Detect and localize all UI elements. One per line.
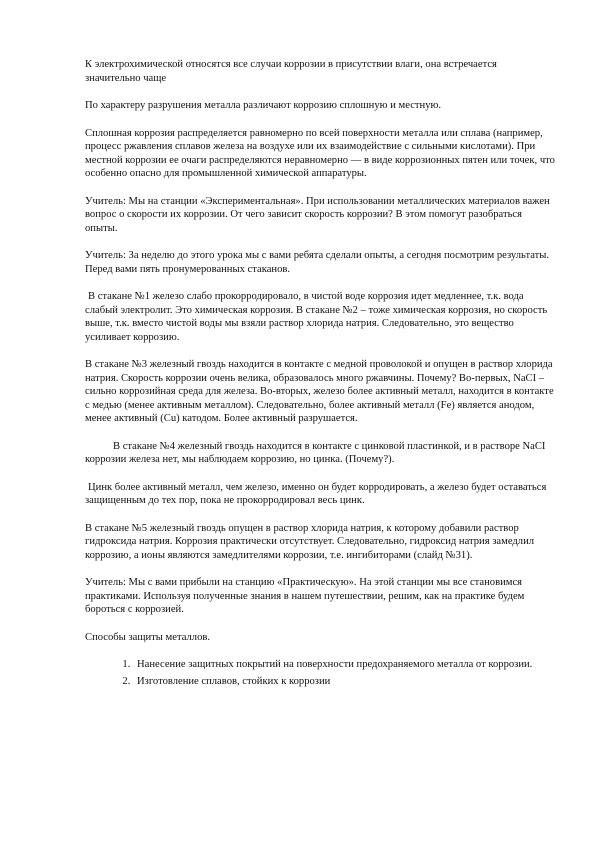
protection-methods-list [85,658,555,688]
paragraph-electrochemical-corrosion: К электрохимической относятся все случаи коррозии в присутствии влаги, она встречается значительно чаще [85,59,497,84]
list-item: 2. Изготовление сплавов, стойких к коррозии [133,675,555,689]
paragraph-beaker-4: В стакане №4 железный гвоздь находится в контакте с цинковой пластинкой, и в растворе NaCI коррозии железа нет, мы наблюдаем коррозию, но цинка. (Почему?). [85,440,546,465]
paragraph-beaker-3: В стакане №3 железный гвоздь находится в контакте с медной проволокой и опущен в раствор хлорида натрия. Скорость коррозии очень велика, образовалось много ржавчины. Почему? Во-первых, NaCI – сильно коррозийная среда для железа. Во-вторых, железо более активный металл, находится в контакте с медью (менее активным металлом). Следовательно, более активный металл (Fe) является анодом, менее активный (Cu) катодом. Более активный разрушается. [85,359,554,424]
paragraph-beaker-1-2: В стакане №1 железо слабо прокорродировало, в чистой воде коррозия идет медленнее, т.к. вода слабый электролит. Это химическая коррозия. В стакане №2 – тоже химическая коррозия, но скорость выше, т.к. вместо чистой воды мы взяли раствор хлорида натрия. Следовательно, это вещество усиливает коррозию. [85,291,548,343]
paragraph-beaker-5: В стакане №5 железный гвоздь опущен в раствор хлорида натрия, к которому добавили раствор гидроксида натрия. Коррозия практически отсутствует. Следовательно, гидроксид натрия замедлил коррозию, а ионы являются замедлителями коррозии, т.е. ингибиторами (слайд №31). [85,522,535,561]
paragraph-corrosion-types: По характеру разрушения металла различают коррозию сплошную и местную. [85,100,442,111]
paragraph-zinc-protection: Цинк более активный металл, чем железо, именно он будет корродировать, а железо будет оставаться защищенным до тех пор, пока не прокорродировал весь цинк. [85,481,547,506]
paragraph-uniform-local-corrosion: Сплошная коррозия распределяется равномерно по всей поверхности металла или сплава (например, процесс ржавления сплавов железа на воздухе или их взаимодействие с сильными кислотами). При местной коррозии ее очаги распределяются неравномерно — в виде коррозионных пятен или точек, что особенно опасно для промышленной химической аппаратуры. [85,127,555,179]
paragraph-teacher-practical-station: Учитель: Мы с вами прибыли на станцию «Практическую». На этой станции мы все становимся практиками. Используя полученные знания в нашем путешествии, решим, как на практике будем бороться с коррозией. [85,577,525,615]
document-body [85,58,555,691]
paragraph-protection-methods-heading: Способы защиты металлов. [85,631,211,643]
paragraph-teacher-experimental-station: Учитель: Мы на станции «Экспериментальная». При использовании металлических материалов важен вопрос о скорости их коррозии. От чего зависит скорость коррозии? В этом помогут разобраться опыты. [85,195,550,234]
paragraph-teacher-experiment-results: Учитель: За неделю до этого урока мы с вами ребята сделали опыты, а сегодня посмотрим результаты. Перед вами пять пронумерованных стаканов. [85,250,550,275]
list-item: 1. Нанесение защитных покрытий на поверхности предохраняемого металла от коррозии. [133,658,555,672]
